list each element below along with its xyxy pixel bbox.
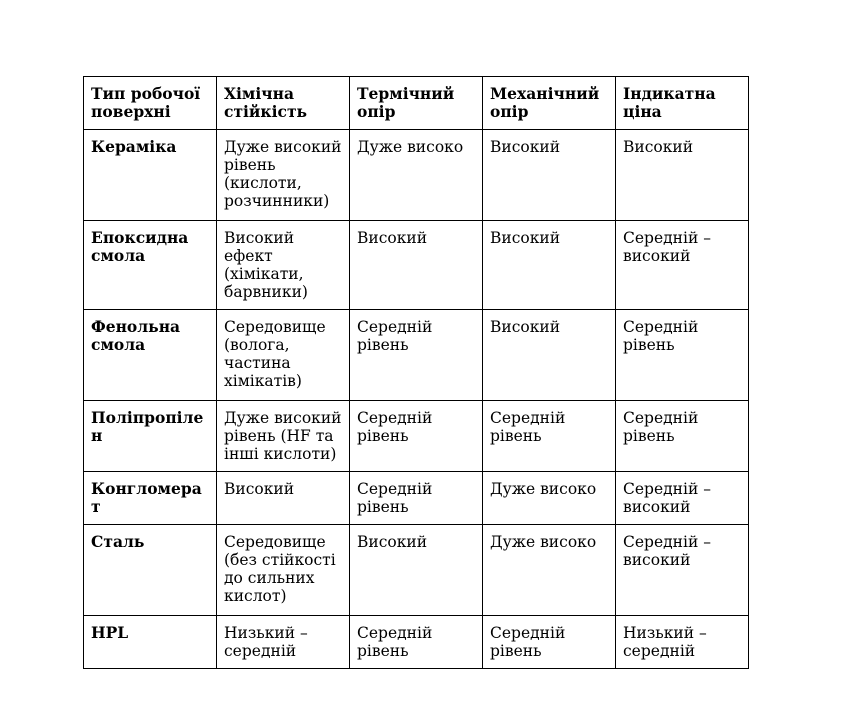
table-cell: Високий (483, 130, 616, 221)
table-cell: Середній – високий (616, 472, 749, 525)
header-surface-type: Тип робочої поверхні (84, 77, 217, 130)
table-row (84, 130, 749, 221)
table-cell: Середовище (волога, частина хімікатів) (217, 310, 350, 401)
table-cell: Дуже високий рівень (кислоти, розчинники) (217, 130, 350, 221)
table-cell: Середній – високий (616, 525, 749, 616)
table-cell: Середній рівень (483, 401, 616, 472)
table-cell: Дуже високо (483, 472, 616, 525)
table-cell: Середній рівень (350, 616, 483, 669)
table-row (84, 525, 749, 616)
table-cell: Високий ефект (хімікати, барвники) (217, 221, 350, 310)
table-cell: Середній рівень (350, 401, 483, 472)
table-cell: Середовище (без стійкості до сильних кислот) (217, 525, 350, 616)
table-cell: Високий (350, 221, 483, 310)
table-cell: Високий (217, 472, 350, 525)
table-cell: Низький – середній (217, 616, 350, 669)
table-cell: Середній рівень (483, 616, 616, 669)
table-cell: Середній – високий (616, 221, 749, 310)
table-cell: Дуже високо (350, 130, 483, 221)
row-label: Поліпропіле н (84, 401, 217, 472)
header-thermal-resistance: Термічний опір (350, 77, 483, 130)
row-label: Кераміка (84, 130, 217, 221)
row-label: HPL (84, 616, 217, 669)
row-label: Сталь (84, 525, 217, 616)
header-chemical-resistance: Хімічна стійкість (217, 77, 350, 130)
table-cell: Високий (483, 221, 616, 310)
table-cell: Дуже високо (483, 525, 616, 616)
table-cell: Середній рівень (616, 310, 749, 401)
table-row (84, 310, 749, 401)
table-row (84, 616, 749, 669)
comparison-table (83, 76, 749, 669)
table-cell: Середній рівень (350, 472, 483, 525)
table-cell: Високий (616, 130, 749, 221)
table-header-row (84, 77, 749, 130)
header-mechanical-resistance: Механічний опір (483, 77, 616, 130)
header-indicative-price: Індикатна ціна (616, 77, 749, 130)
table-cell: Дуже високий рівень (HF та інші кислоти) (217, 401, 350, 472)
row-label: Епоксидна смола (84, 221, 217, 310)
table-row (84, 472, 749, 525)
table-row (84, 401, 749, 472)
table-row (84, 221, 749, 310)
table-cell: Високий (350, 525, 483, 616)
row-label: Фенольна смола (84, 310, 217, 401)
table-cell: Середній рівень (350, 310, 483, 401)
table-cell: Середній рівень (616, 401, 749, 472)
row-label: Конгломерат (84, 472, 217, 525)
table-cell: Низький – середній (616, 616, 749, 669)
table-cell: Високий (483, 310, 616, 401)
